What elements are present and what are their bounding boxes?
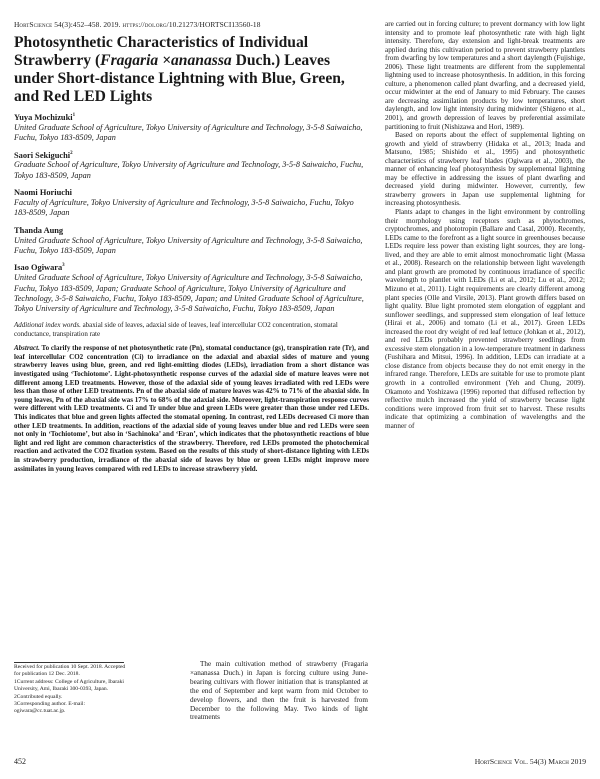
right-column <box>385 20 585 430</box>
author-affiliation: Graduate School of Agriculture, Tokyo University of Agriculture and Technology, 3-5-8 Saiwaicho, Fuchu, Tokyo 183-8509, Japan <box>14 160 364 180</box>
author-affiliation: United Graduate School of Agriculture, Tokyo University of Agriculture and Technology, 3-5-8 Saiwaicho, Fuchu, Tokyo 183-8509, Japan; Graduate School of Agriculture, Tokyo University of Agriculture and Technology, 3-5-8 Saiwaicho, Fuchu, Tokyo 183-8509, Japan; and United Graduate School of Agriculture, Tokyo University of Agriculture and Technology, 3-5-8 Saiwaicho, Fuchu, Tokyo 183-8509, Japan <box>14 273 364 314</box>
title-part2: Duch.) Leaves under Short-distance Lightning with Blue, Green, and Red LED Lights <box>14 52 345 105</box>
footnotes <box>14 664 129 716</box>
author-name: Isao Ogiwara$^3$ <box>14 263 65 273</box>
author-name: Saori Sekiguchi$^2$ <box>14 150 73 160</box>
journal-footer: HortScience Vol. 54(3) March 2019 <box>474 757 586 766</box>
author-block <box>14 111 369 315</box>
page-number: 452 <box>14 757 26 766</box>
author-name: Yuya Mochizuki$^1$ <box>14 112 76 122</box>
footnote-divider <box>14 662 124 663</box>
index-words-label: Additional index words. <box>14 320 81 329</box>
author-name: Naomi Horiuchi <box>14 188 72 198</box>
footnote: 2Contributed equally. <box>14 693 63 700</box>
title-species: Fragaria ×ananassa <box>100 52 232 69</box>
author-affiliation: United Graduate School of Agriculture, Tokyo University of Agriculture and Technology, 3-5-8 Saiwaicho, Fuchu, Tokyo 183-8509, Japan <box>14 122 363 143</box>
author-affiliation: Faculty of Agriculture, Tokyo University of Agriculture and Technology, 3-5-8 Saiwaicho, Fuchu, Tokyo 183-8509, Japan <box>14 198 354 218</box>
abstract-label: Abstract. <box>14 344 40 353</box>
abstract <box>14 344 369 473</box>
body-paragraph: Plants adapt to changes in the light environment by controlling their morphology using receptors such as phytochromes, cryptochromes, and phototropin (Ballare and Casal, 2000). Recently, LEDs came to the forefront as a light source in greenhouses because LEDs require less power than existing light sources, they are long-lived, and they are able to emit almost monochromatic light (Massa et al., 2008). Research on the relationship between light wavelength and plant growth are promoted by continuous irradiance of specific wavelength to plantlet with LEDs (Li et al., 2012; Lu et al., 2012; Mizuno et al., 2011). Light requirements are clearly different among plant species (Olle and Virsile, 2013). Plant growth differs based on light quality. Blue light promoted stem elongation of eggplant and sunflower seedlings, and suppressed stem elongation of leaf lettuce (Hirai et al., 2006) and tomato (Li et al., 2017). Green LEDs increased the root dry weight of red leaf lettuce (Johkan et al., 2012), and red LEDs probably prevented strawberry seedlings from excessive stem elongation in a low-temperature treatment in darkness (Fushihara and Mitsui, 1996). In addition, LEDs can irradiate at a close distance from objects because they do not emit energy in the infrared range. Therefore, LEDs are suitable for use to promote plant growth in a controlled environment (Yeh and Chung, 2009). Okamoto and Yoshizawa (1996) reported that diffused reflection by reflective mulch increased the yield of strawberry because light conditions were improved from fruit set to harvest. These results indicate that optimizing a combination of wavelengths and the manner of <box>385 208 585 430</box>
body-paragraph: are carried out in forcing culture; to prevent dormancy with low light intensity and to promote leaf photosynthetic rate with high light intensity. Therefore, day extension and light-break treatments are applied during this cultivation period to prevent strawberry plantlets from dwarfing by low temperatures and a short daylength (Fujishige, 2006). These light treatments are different from the supplemental lightning used to increase photosynthesis. In addition, in this forcing culture, a phenomenon called plant dwarfing, and a decreased yield, occur midwinter at the end of January to mid February. The causes are decreasing assimilation products by low temperatures, short daylength, and low light intensity during midwinter (Shigeno et al., 2001), and growth depression of leaves by preferential assimilate partitioning to fruit (Nishizawa and Hori, 1989). <box>385 20 585 131</box>
index-words-text: abaxial side of leaves, adaxial side of leaves, leaf intercellular CO2 concentration, stomatal conductance, transpiration rate <box>14 320 338 339</box>
footnote: 1Current address: College of Agriculture, Ibaraki University, Ami, Ibaraki 300-0393, Japan. <box>14 678 124 693</box>
footnote: 3Corresponding author. E-mail: ogiwara@cc.tuat.ac.jp. <box>14 701 85 715</box>
body-paragraph: Based on reports about the effect of supplemental lighting on growth and yield of strawberry (Hidaka et al., 2013; Inada and Matsuno, 1985; Shishido et al., 1995) and photosynthetic characteristics of strawberry leaf blades (Ogiwara et al., 2003), the manner of enhancing leaf photosynthesis by supplemental lightning may be effective in addressing the issues of plant dwarfing and decreased yield during midwinter. However, currently, few strawberry growers in Japan use supplemental lightning for increasing photosynthesis. <box>385 131 585 208</box>
abstract-text: To clarify the response of net photosynthetic rate (Pn), stomatal conductance (gs), transpiration rate (Tr), and leaf intercellular CO2 concentration (Ci) to irradiance on the adaxial and abaxial sides of mature and young strawberry leaves using blue, green, and red light-emitting diodes (LEDs), irradiation from a short distance was investigated using ‘Tochiotome’. Light-photosynthetic response curves of the adaxial side of mature leaves were not different among LED treatments. However, those of the adaxial side of young leaves irradiated with red LEDs were less than those of other LED treatments. Pn of the abaxial side of mature leaves was 42% to 71% of the abaxial side. In young leaves, Pn of the abaxial side was 17% to 68% of the adaxial side. Moreover, light-transpiration response curves were different with LED treatments. Ci and Tr under blue and green LEDs were greater than those under red LEDs. This indicates that blue and green lights affected the stomatal opening. In contrast, red LEDs decreased Ci more than other LED treatments. In addition, reactions of the adaxial side of young leaves under blue and red LEDs were seen not only in ‘Tochiotome’, but also in ‘Sachinoka’ and ‘Eran’, which indicates that the photosynthetic reactions of blue light and red light are common characteristics of the strawberry. Therefore, red LEDs promoted the photochemical reaction and activated the CO2 fixation system. Based on the results of this study of short-distance lighting with LEDs in strawberry production, irradiance of the abaxial side of leaves by blue or green LEDs might improve more assimilates in young leaves compared with red LEDs to increase strawberry yield. <box>14 344 369 473</box>
running-header: HortScience 54(3):452–458. 2019. https://doi.org/10.21273/HORTSCI13560-18 <box>14 20 261 29</box>
left-column <box>14 34 369 473</box>
body-intro-column <box>190 660 368 722</box>
title-part1: Photosynthetic Characteristics of Individual Strawberry ( <box>14 34 309 69</box>
paper-title <box>14 34 369 106</box>
body-paragraph: The main cultivation method of strawberry (Fragaria ×ananassa Duch.) in Japan is forcing culture using June-bearing cultivars with flower initiation that is transplanted at the end of September and kept warm from mid October to develop flowers, and then the fruit is harvested from December to the following May. Two kinds of light treatments <box>190 660 368 722</box>
author-name: Thanda Aung <box>14 225 64 235</box>
index-words <box>14 321 369 339</box>
author-affiliation: United Graduate School of Agriculture, Tokyo University of Agriculture and Technology, 3-5-8 Saiwaicho, Fuchu, Tokyo 183-8509, Japan <box>14 235 363 256</box>
footnote: Received for publication 10 Sept. 2018. Accepted for publication 12 Dec. 2018. <box>14 664 126 678</box>
